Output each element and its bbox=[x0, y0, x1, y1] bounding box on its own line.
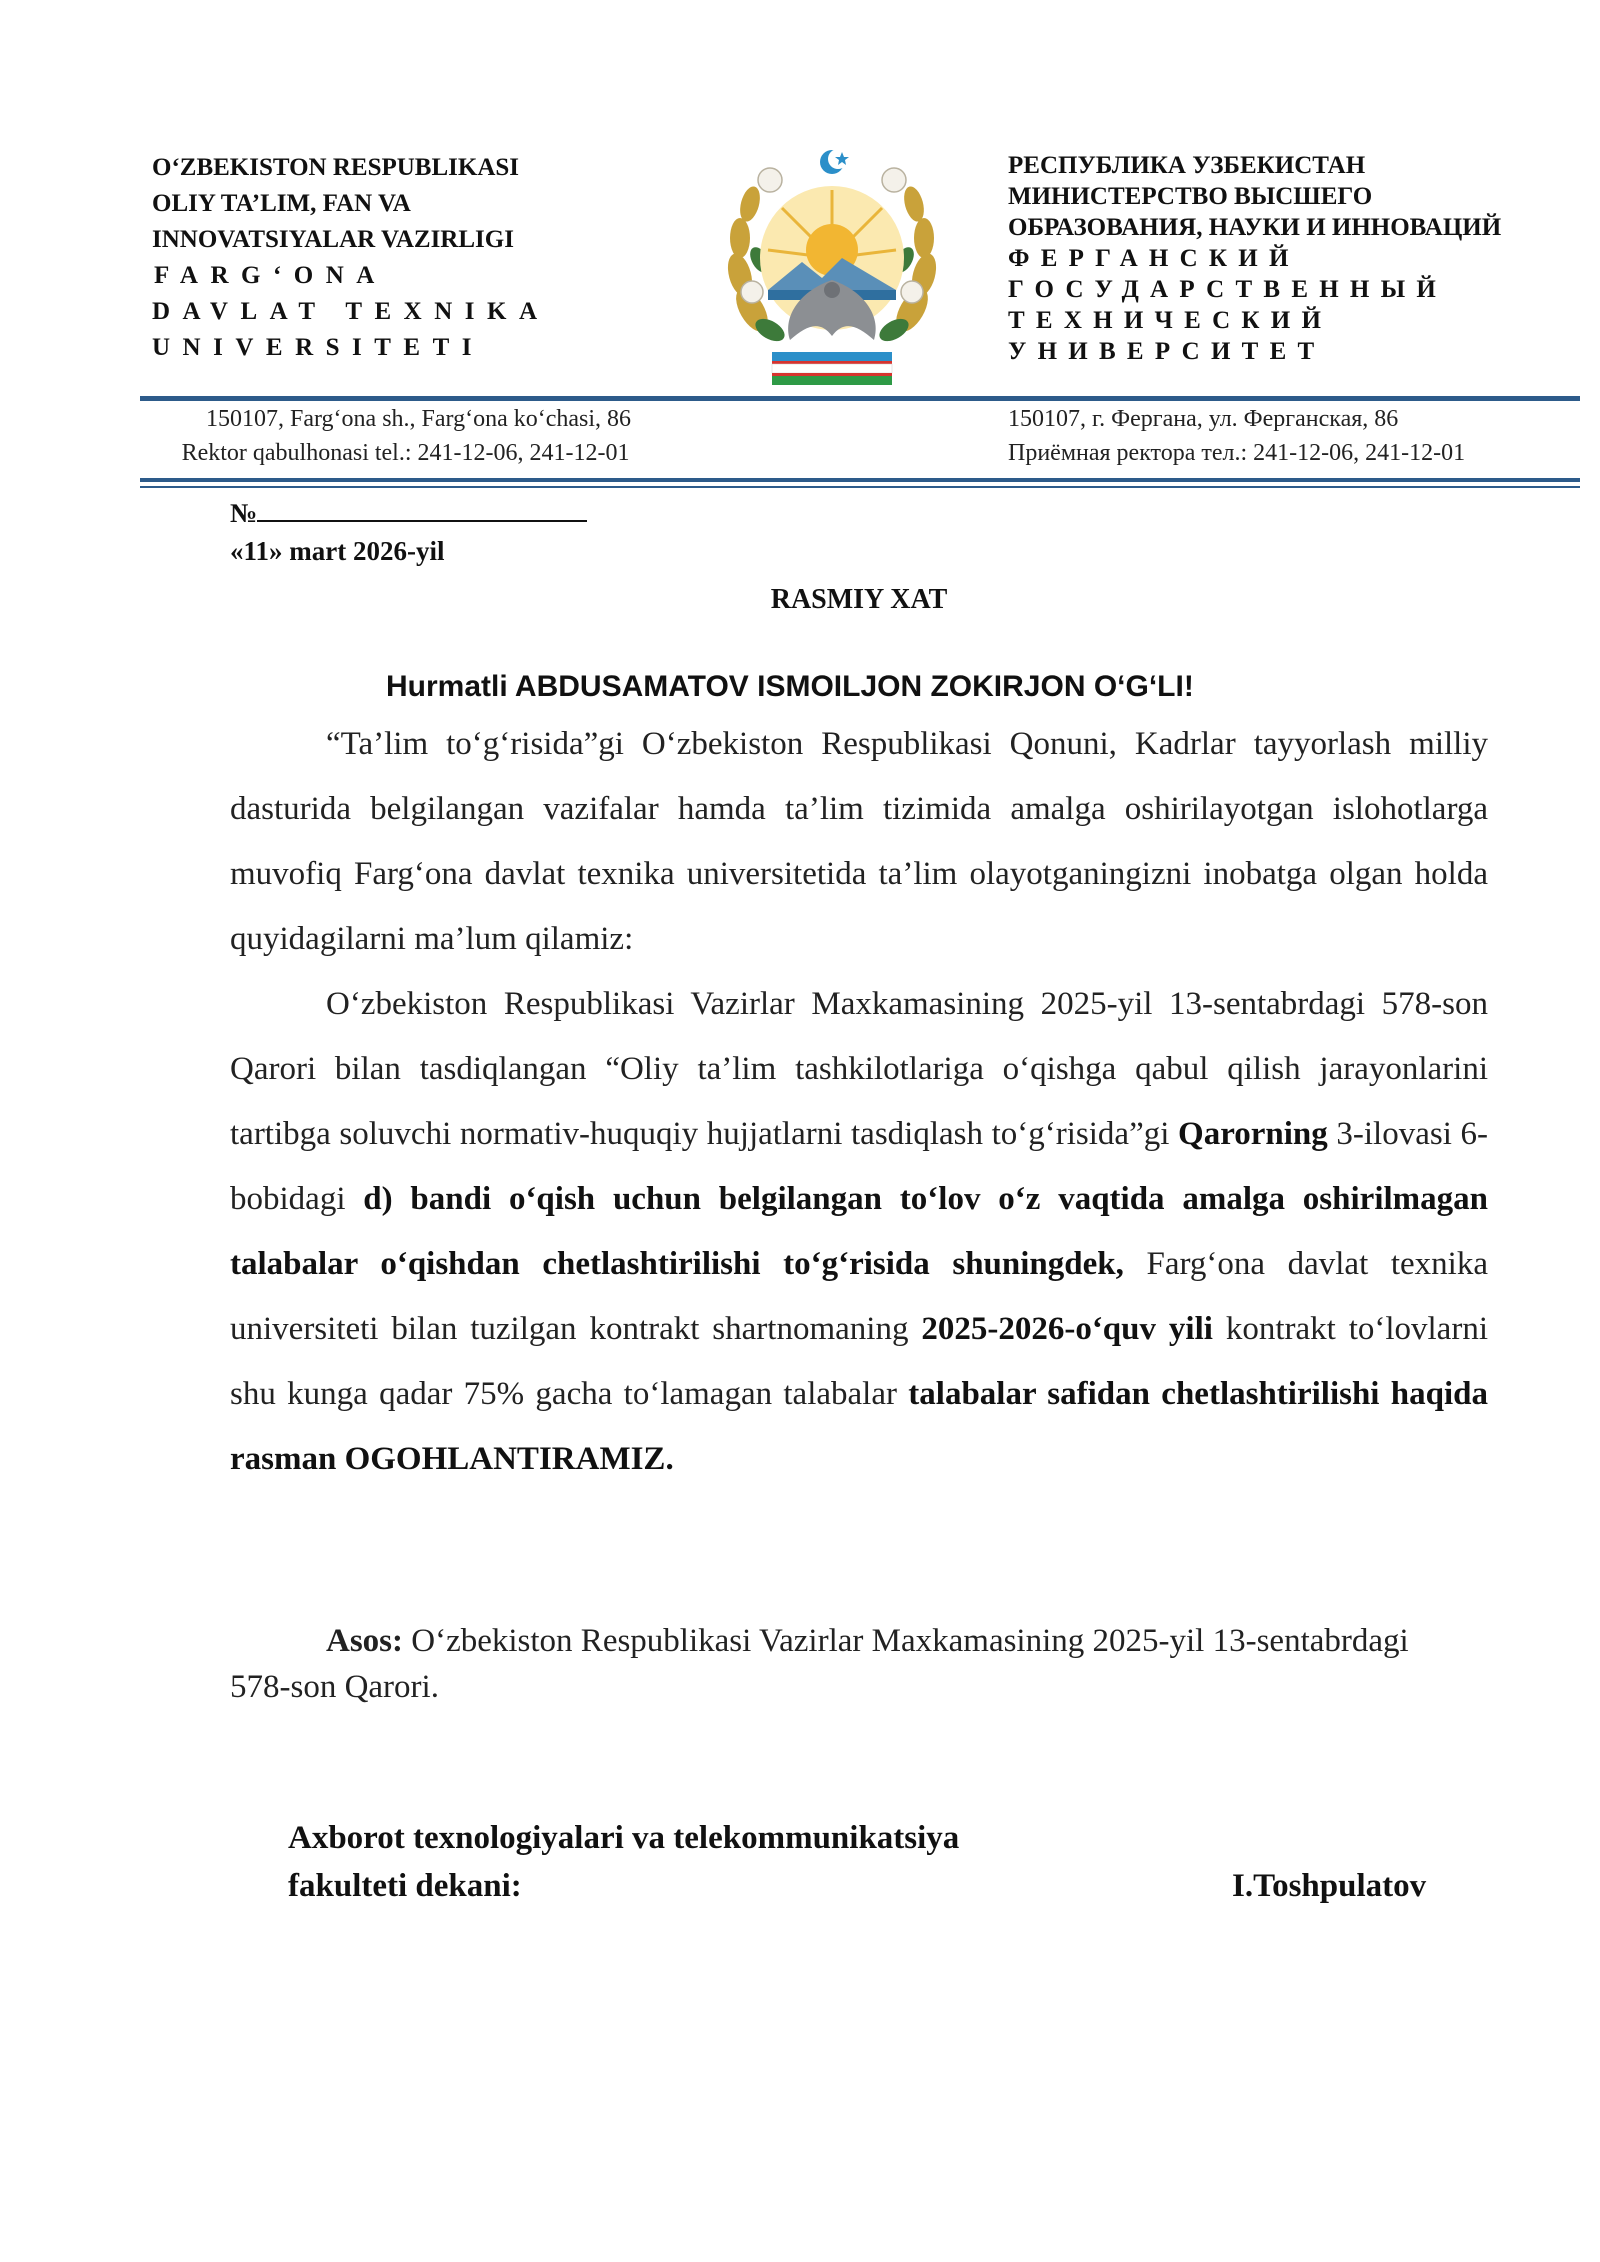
body-p2-bold: 2025-2026-o‘quv yili bbox=[921, 1311, 1213, 1347]
body-p2-bold: d) bandi o‘qish uchun belgilangan to‘lov o‘z vaqtida amalga oshirilmagan talabalar o‘qishdan chetlashtirilishi to‘g‘risida shuningdek, bbox=[230, 1181, 1488, 1282]
address-left-line1: 150107, Farg‘ona sh., Farg‘ona ko‘chasi, 86 bbox=[206, 406, 632, 432]
address-left-line2: Rektor qabulhonasi tel.: 241-12-06, 241-12-01 bbox=[181, 440, 630, 466]
basis-label: Asos: bbox=[326, 1623, 404, 1659]
letter-number bbox=[230, 494, 587, 532]
signature-name: I.Toshpulatov bbox=[1232, 1868, 1427, 1904]
letter-title: RASMIY XAT bbox=[770, 584, 948, 615]
header-left-block bbox=[152, 150, 550, 366]
letter-meta bbox=[230, 494, 587, 570]
signature-position-line1: Axborot texnologiyalari va telekommunikatsiya bbox=[288, 1820, 960, 1856]
body-paragraph-2 bbox=[230, 972, 1488, 1492]
body-paragraph-1: “Ta’lim to‘g‘risida”gi O‘zbekiston Respublikasi Qonuni, Kadrlar tayyorlash milliy dasturida belgilangan vazifalar hamda ta’lim tizimida amalga oshirilayotgan islohotlarga muvofiq Farg‘ona davlat texnika universitetida ta’lim olayotganingizni inobatga olgan holda quyidagilarni ma’lum qilamiz: bbox=[230, 726, 1488, 957]
letter-date: «11» mart 2026-yil bbox=[230, 536, 445, 566]
body-p2-text: kontrakt to‘lovlarni shu kunga qadar 75% gacha to‘lamagan talabalar bbox=[230, 1311, 1488, 1412]
header-divider-bottom-thin bbox=[140, 486, 1580, 488]
address-right bbox=[1008, 402, 1465, 470]
header-left-line: DAVLAT TEXNIKA bbox=[152, 298, 550, 325]
header-divider-top bbox=[140, 396, 1580, 401]
header-left-line: OLIY TA’LIM, FAN VA bbox=[152, 190, 411, 217]
state-emblem-icon bbox=[712, 140, 952, 390]
basis-text: O‘zbekiston Respublikasi Vazirlar Maxkamasining 2025-yil 13-sentabrdagi 578-son Qarori. bbox=[230, 1623, 1409, 1705]
header-divider-bottom bbox=[140, 478, 1580, 482]
basis-paragraph bbox=[230, 1618, 1420, 1710]
header-right-line: МИНИСТЕРСТВО ВЫСШЕГО bbox=[1008, 183, 1373, 210]
header-right-line: ГОСУДАРСТВЕННЫЙ bbox=[1008, 276, 1448, 303]
header-left-line: UNIVERSITETI bbox=[152, 334, 485, 361]
header-left-line: INNOVATSIYALAR VAZIRLIGI bbox=[152, 226, 514, 253]
address-left bbox=[180, 402, 631, 470]
header-right-line: ТЕХНИЧЕСКИЙ bbox=[1008, 307, 1333, 334]
body-p2-bold: Qarorning bbox=[1178, 1116, 1328, 1152]
header-right-line: УНИВЕРСИТЕТ bbox=[1008, 338, 1326, 365]
letter-basis bbox=[230, 1618, 1420, 1710]
address-right-line1: 150107, г. Фергана, ул. Ферганская, 86 bbox=[1008, 406, 1399, 432]
letter-number-blank bbox=[257, 494, 587, 522]
header-left-line: O‘ZBEKISTON RESPUBLIKASI bbox=[152, 154, 520, 181]
header-right-line: РЕСПУБЛИКА УЗБЕКИСТАН bbox=[1008, 152, 1366, 179]
body-p2-bold: talabalar safidan chetlashtirilishi haqida rasman OGOHLANTIRAMIZ. bbox=[230, 1376, 1488, 1477]
header-right-line: ОБРАЗОВАНИЯ, НАУКИ И ИННОВАЦИЙ bbox=[1008, 214, 1502, 241]
body-p2-text: 3-ilovasi 6-bobidagi bbox=[230, 1116, 1488, 1217]
header-left-line: FARG‘ONA bbox=[154, 262, 387, 289]
letter-number-label: № bbox=[230, 498, 258, 528]
header-right-block bbox=[1008, 150, 1501, 367]
letter-body bbox=[230, 712, 1488, 1492]
body-p2-text: O‘zbekiston Respublikasi Vazirlar Maxkamasining 2025-yil 13-sentabrdagi 578-son Qarori bilan tasdiqlangan “Oliy ta’lim tashkilotlariga o‘qishga qabul qilish jarayonlarini tartibga soluvchi normativ-huquqiy hujjatlarni tasdiqlash to‘g‘risida”gi bbox=[230, 986, 1488, 1152]
header-right-line: ФЕРГАНСКИЙ bbox=[1008, 245, 1300, 272]
address-right-line2: Приёмная ректора тел.: 241-12-06, 241-12-01 bbox=[1008, 440, 1466, 466]
signature-position bbox=[288, 1814, 959, 1910]
letter-greeting: Hurmatli ABDUSAMATOV ISMOILJON ZOKIRJON O‘G‘LI! bbox=[386, 670, 1194, 703]
body-p2-text: Farg‘ona davlat texnika universiteti bilan tuzilgan kontrakt shartnomaning bbox=[230, 1246, 1488, 1347]
signature-position-line2: fakulteti dekani: bbox=[288, 1868, 522, 1904]
